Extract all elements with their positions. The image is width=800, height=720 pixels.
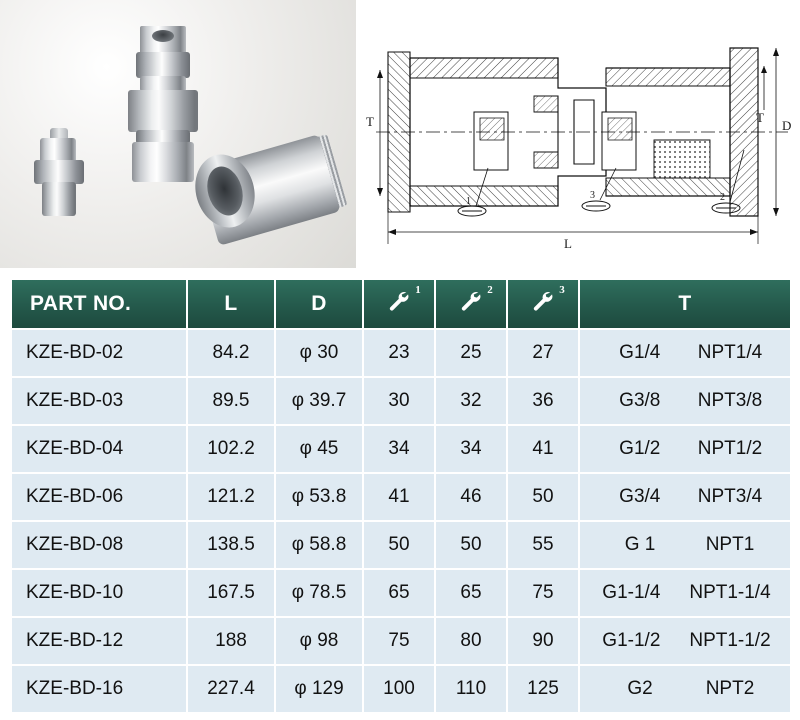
- table-row: [11, 617, 791, 665]
- table-row: [11, 329, 791, 377]
- cell-wrench-1: 34: [363, 425, 435, 473]
- header-length: L: [187, 279, 275, 329]
- cell-thread-g: G2: [627, 678, 653, 699]
- top-image-row: [0, 0, 800, 268]
- wrench-2-superscript: 2: [487, 284, 493, 296]
- spec-table: [10, 278, 792, 714]
- cell-length: 188: [187, 617, 275, 665]
- cell-part-no: KZE-BD-12: [11, 617, 187, 665]
- cell-wrench-1: 75: [363, 617, 435, 665]
- cell-thread: [579, 377, 791, 425]
- technical-drawing: [356, 0, 800, 268]
- table-header-row: [11, 279, 791, 329]
- cell-thread: [579, 329, 791, 377]
- wrench-icon: [530, 284, 565, 314]
- cell-diameter: φ 39.7: [275, 377, 363, 425]
- cell-wrench-3: 55: [507, 521, 579, 569]
- cell-thread-g: G1/4: [619, 342, 661, 363]
- cell-part-no: KZE-BD-06: [11, 473, 187, 521]
- cell-wrench-3: 27: [507, 329, 579, 377]
- cell-diameter: φ 30: [275, 329, 363, 377]
- wrench-icon-2-container: [458, 284, 493, 314]
- cell-diameter: φ 98: [275, 617, 363, 665]
- cell-wrench-1: 50: [363, 521, 435, 569]
- cell-part-no: KZE-BD-04: [11, 425, 187, 473]
- cell-wrench-2: 65: [435, 569, 507, 617]
- cell-diameter: φ 53.8: [275, 473, 363, 521]
- label-T-right: T: [756, 110, 764, 125]
- table-row: [11, 521, 791, 569]
- cell-length: 138.5: [187, 521, 275, 569]
- coupling-top-bore: [152, 30, 174, 42]
- header-thread: T: [579, 279, 791, 329]
- label-wrench-1: 1: [466, 196, 471, 207]
- cell-wrench-3: 50: [507, 473, 579, 521]
- table-row: [11, 473, 791, 521]
- cell-thread-npt: NPT1-1/2: [689, 630, 771, 651]
- cell-length: 84.2: [187, 329, 275, 377]
- cell-thread-npt: NPT3/8: [697, 390, 763, 411]
- cell-part-no: KZE-BD-16: [11, 665, 187, 713]
- cell-wrench-3: 90: [507, 617, 579, 665]
- cell-wrench-2: 80: [435, 617, 507, 665]
- cell-wrench-2: 110: [435, 665, 507, 713]
- cell-part-no: KZE-BD-03: [11, 377, 187, 425]
- cell-part-no: KZE-BD-08: [11, 521, 187, 569]
- cell-wrench-2: 46: [435, 473, 507, 521]
- cell-thread: [579, 617, 791, 665]
- header-wrench-1: [363, 279, 435, 329]
- cell-thread-npt: NPT1: [705, 534, 755, 555]
- table-row: [11, 665, 791, 713]
- cell-thread-g: G1-1/4: [602, 582, 661, 603]
- cell-length: 227.4: [187, 665, 275, 713]
- cell-wrench-2: 50: [435, 521, 507, 569]
- cell-thread-npt: NPT2: [705, 678, 755, 699]
- cell-wrench-1: 41: [363, 473, 435, 521]
- cell-wrench-1: 100: [363, 665, 435, 713]
- label-T-left: T: [366, 114, 374, 129]
- coupling-top-sleeve: [128, 90, 198, 132]
- wrench-icon-1-container: [386, 284, 421, 314]
- wrench-icon: [458, 284, 493, 314]
- cell-thread-g: G1-1/2: [602, 630, 661, 651]
- cell-wrench-1: 23: [363, 329, 435, 377]
- cell-diameter: φ 58.8: [275, 521, 363, 569]
- cell-wrench-3: 41: [507, 425, 579, 473]
- cell-diameter: φ 129: [275, 665, 363, 713]
- cell-wrench-3: 75: [507, 569, 579, 617]
- cell-part-no: KZE-BD-10: [11, 569, 187, 617]
- spec-table-wrapper: [10, 278, 790, 714]
- header-diameter: D: [275, 279, 363, 329]
- wrench-icon: [386, 284, 421, 314]
- cell-thread: [579, 425, 791, 473]
- plug-hexnut: [34, 160, 84, 184]
- cell-wrench-2: 34: [435, 425, 507, 473]
- header-part-no: PART NO.: [11, 279, 187, 329]
- product-photo: [0, 0, 356, 268]
- cell-thread-npt: NPT1/4: [697, 342, 763, 363]
- wrench-icon-3-container: [530, 284, 565, 314]
- label-L: L: [564, 236, 572, 251]
- label-D: D: [782, 118, 792, 133]
- table-row: [11, 377, 791, 425]
- cell-length: 167.5: [187, 569, 275, 617]
- table-body: [11, 329, 791, 713]
- cell-thread-g: G3/4: [619, 486, 661, 507]
- cell-length: 102.2: [187, 425, 275, 473]
- wrench-3-superscript: 3: [559, 284, 565, 296]
- cell-wrench-3: 36: [507, 377, 579, 425]
- cell-wrench-1: 30: [363, 377, 435, 425]
- plug-body: [42, 182, 76, 216]
- cell-thread: [579, 473, 791, 521]
- table-row: [11, 569, 791, 617]
- cell-wrench-2: 25: [435, 329, 507, 377]
- cell-thread-g: G3/8: [619, 390, 661, 411]
- cell-thread-npt: NPT1-1/4: [689, 582, 771, 603]
- cell-thread: [579, 569, 791, 617]
- cell-wrench-3: 125: [507, 665, 579, 713]
- cell-diameter: φ 78.5: [275, 569, 363, 617]
- table-row: [11, 425, 791, 473]
- cell-length: 89.5: [187, 377, 275, 425]
- cell-wrench-2: 32: [435, 377, 507, 425]
- header-wrench-2: [435, 279, 507, 329]
- cell-thread: [579, 665, 791, 713]
- cell-thread-g: G 1: [624, 534, 656, 555]
- cell-thread: [579, 521, 791, 569]
- label-wrench-3: 3: [590, 190, 595, 201]
- cell-thread-g: G1/2: [619, 438, 661, 459]
- coupling-top-hexnut: [136, 52, 190, 78]
- cell-length: 121.2: [187, 473, 275, 521]
- header-wrench-3: [507, 279, 579, 329]
- cell-thread-npt: NPT3/4: [697, 486, 763, 507]
- cell-diameter: φ 45: [275, 425, 363, 473]
- cell-part-no: KZE-BD-02: [11, 329, 187, 377]
- cell-wrench-1: 65: [363, 569, 435, 617]
- wrench-1-superscript: 1: [415, 284, 421, 296]
- label-wrench-2: 2: [720, 192, 725, 203]
- cell-thread-npt: NPT1/2: [697, 438, 763, 459]
- coupling-top-base: [132, 142, 194, 182]
- drawing-svg: [358, 0, 800, 268]
